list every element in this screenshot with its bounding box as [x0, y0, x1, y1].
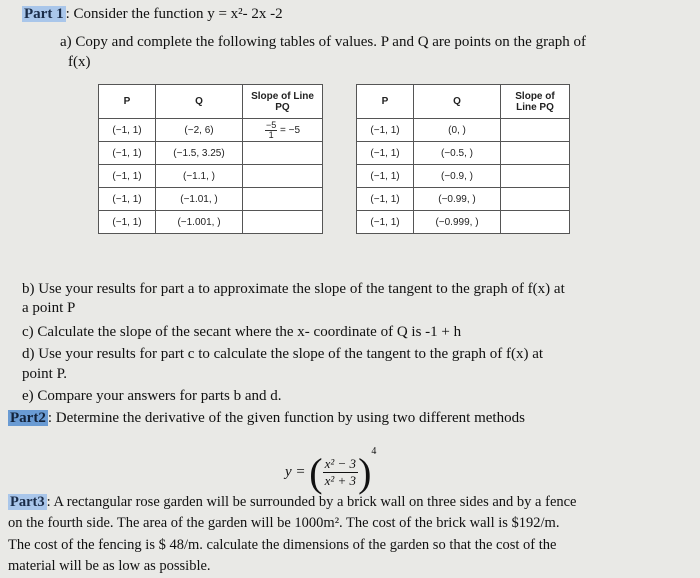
formula-paren-right: ) [358, 450, 372, 496]
part-a-line2: f(x) [68, 54, 91, 70]
part1-intro: : Consider the function y = x²- 2x -2 [65, 6, 283, 22]
col-header-q: Q [414, 85, 501, 119]
part3-text-line1: : A rectangular rose garden will be surrounded by a brick wall on three sides and by a fence [46, 494, 577, 510]
table-header-row [357, 85, 570, 119]
part-e-line: e) Compare your answers for parts b and d. [22, 388, 282, 404]
table-row [357, 142, 570, 165]
part-b-line1: b) Use your results for part a to approximate the slope of the tangent to the graph of f(x) at [22, 281, 565, 297]
part1-tag: Part 1 [24, 6, 64, 22]
cell-q: (−1.01, ) [156, 188, 243, 211]
part1-heading [22, 6, 283, 23]
formula-numerator: x² − 3 [324, 456, 357, 472]
cell-p: (−1, 1) [357, 142, 414, 165]
formula-paren-left: ( [309, 450, 323, 496]
cell-p: (−1, 1) [99, 165, 156, 188]
part3-line4: material will be as low as possible. [8, 558, 211, 574]
cell-p: (−1, 1) [357, 165, 414, 188]
col-header-slope: Slope of Line PQ [501, 85, 570, 119]
cell-slope [243, 211, 323, 234]
cell-slope [243, 142, 323, 165]
formula-power: 4 [371, 446, 377, 457]
formula-denominator: x² + 3 [324, 473, 357, 489]
cell-q: (−1.5, 3.25) [156, 142, 243, 165]
cell-slope [501, 142, 570, 165]
cell-slope [501, 165, 570, 188]
table-row [99, 188, 323, 211]
cell-slope [501, 211, 570, 234]
part-d-line1: d) Use your results for part c to calculate the slope of the tangent to the graph of f(x) at [22, 346, 544, 362]
cell-slope [501, 188, 570, 211]
part3-line2: on the fourth side. The area of the garden will be 1000m². The cost of the brick wall is $192/m. [8, 515, 560, 531]
part2-text: : Determine the derivative of the given function by using two different methods [47, 410, 525, 426]
part3-line3: The cost of the fencing is $ 48/m. calculate the dimensions of the garden so that the cost of the [8, 537, 557, 553]
derivative-formula [285, 446, 376, 496]
table-row [99, 142, 323, 165]
part3-tag: Part3 [10, 494, 45, 510]
col-header-slope: Slope of Line PQ [243, 85, 323, 119]
cell-q: (−1.1, ) [156, 165, 243, 188]
cell-p: (−1, 1) [99, 188, 156, 211]
cell-q: (−0.999, ) [414, 211, 501, 234]
cell-q: (−0.99, ) [414, 188, 501, 211]
part2-tag: Part2 [10, 410, 46, 426]
cell-q: (0, ) [414, 119, 501, 142]
table-row [99, 119, 323, 142]
col-header-p: P [99, 85, 156, 119]
part-d-line2: point P. [22, 366, 68, 382]
cell-p: (−1, 1) [357, 188, 414, 211]
cell-p: (−1, 1) [99, 211, 156, 234]
table-row [99, 165, 323, 188]
table-values-right [356, 84, 570, 234]
slope-fraction: $\frac{-5}{1}$ [265, 119, 277, 140]
col-header-q: Q [156, 85, 243, 119]
cell-p: (−1, 1) [357, 119, 414, 142]
cell-slope [501, 119, 570, 142]
table-row [357, 211, 570, 234]
part-a-line1: a) Copy and complete the following tables of values. P and Q are points on the graph of [60, 34, 586, 50]
cell-p: (−1, 1) [357, 211, 414, 234]
part2-heading [8, 410, 525, 427]
part-b-line2: a point P [22, 300, 76, 316]
cell-q: (−0.9, ) [414, 165, 501, 188]
cell-p: (−1, 1) [99, 119, 156, 142]
formula-fraction [323, 456, 358, 489]
table-row [357, 188, 570, 211]
cell-slope: $\frac{-5}{1}$ = −5 [243, 119, 323, 142]
table-row [357, 119, 570, 142]
col-header-p: P [357, 85, 414, 119]
cell-slope [243, 188, 323, 211]
part3-line1 [8, 494, 577, 511]
cell-slope [243, 165, 323, 188]
formula-lhs: y = [285, 464, 306, 480]
cell-q: (−1.001, ) [156, 211, 243, 234]
table-row [357, 165, 570, 188]
cell-p: (−1, 1) [99, 142, 156, 165]
cell-q: (−2, 6) [156, 119, 243, 142]
cell-q: (−0.5, ) [414, 142, 501, 165]
table-values-left [98, 84, 323, 234]
part-c-line: c) Calculate the slope of the secant where the x- coordinate of Q is -1 + h [22, 324, 462, 340]
table-header-row [99, 85, 323, 119]
table-row [99, 211, 323, 234]
